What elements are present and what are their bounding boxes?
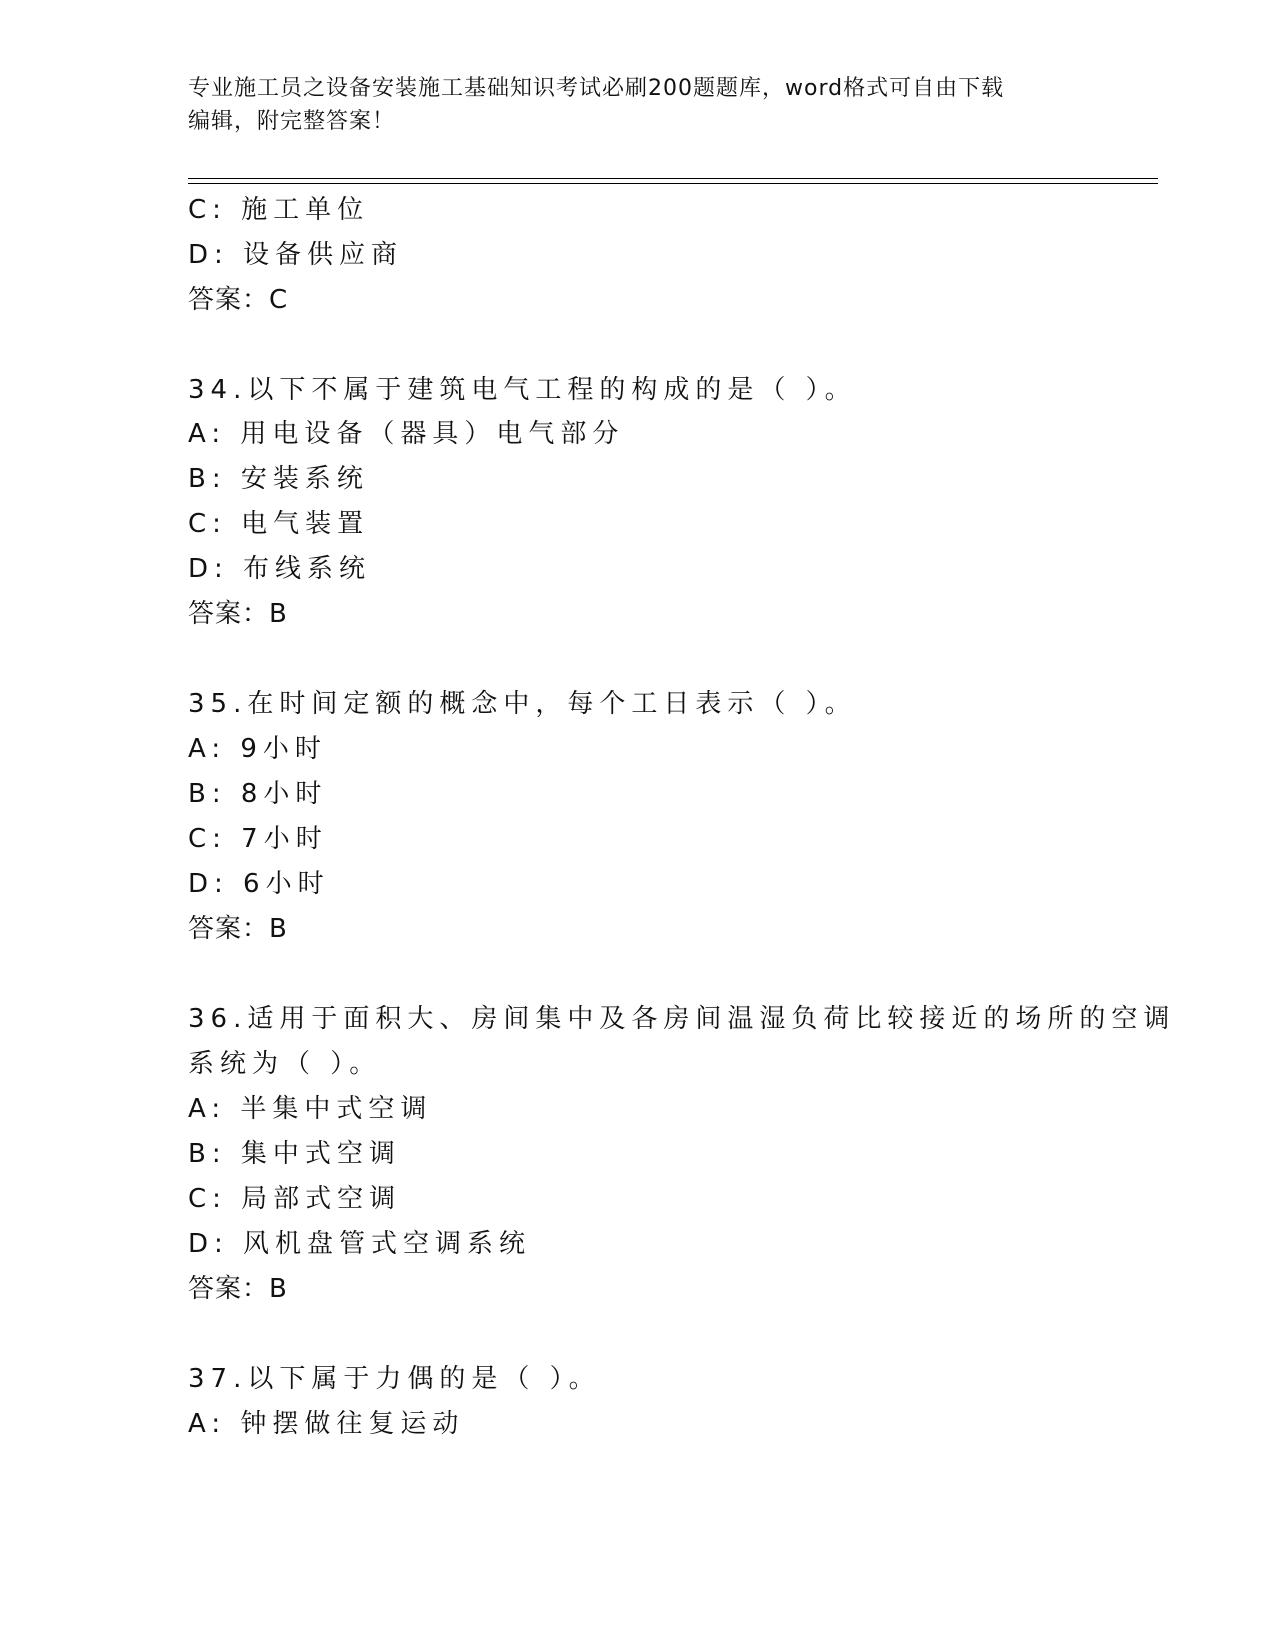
question-35: 35.在时间定额的概念中，每个工日表示（ ）。 xyxy=(188,689,857,719)
answer-q34: 答案：B xyxy=(188,599,288,629)
option-c-q34: C: 电气装置 xyxy=(188,509,370,539)
header-divider-top xyxy=(188,178,1158,179)
header-divider-bottom xyxy=(188,183,1158,184)
header-title-line-1: 专业施工员之设备安装施工基础知识考试必刷200题题库，word格式可自由下载 xyxy=(188,76,1005,101)
question-37: 37.以下属于力偶的是（ ）。 xyxy=(188,1364,601,1394)
option-c-q36: C: 局部式空调 xyxy=(188,1184,402,1214)
header-title-line-2: 编辑，附完整答案！ xyxy=(188,109,396,134)
page-header xyxy=(188,72,1088,138)
option-b-q34: B: 安装系统 xyxy=(188,464,369,494)
option-b-q35: B: 8小时 xyxy=(188,779,328,809)
question-36-line-2: 系统为（ ）。 xyxy=(188,1049,382,1079)
question-34: 34.以下不属于建筑电气工程的构成的是（ ）。 xyxy=(188,375,857,405)
option-a-q35: A: 9小时 xyxy=(188,734,327,764)
option-c-q33: C: 施工单位 xyxy=(188,195,370,225)
answer-q36: 答案：B xyxy=(188,1274,288,1304)
answer-q35: 答案：B xyxy=(188,914,288,944)
option-c-q35: C: 7小时 xyxy=(188,824,328,854)
option-a-q34: A: 用电设备（器具）电气部分 xyxy=(188,419,625,449)
option-d-q36: D: 风机盘管式空调系统 xyxy=(188,1229,532,1259)
option-b-q36: B: 集中式空调 xyxy=(188,1139,401,1169)
option-a-q37: A: 钟摆做往复运动 xyxy=(188,1409,465,1439)
option-d-q35: D: 6小时 xyxy=(188,869,330,899)
option-d-q33: D: 设备供应商 xyxy=(188,240,404,270)
option-d-q34: D: 布线系统 xyxy=(188,554,372,584)
question-36-line-1: 36.适用于面积大、房间集中及各房间温湿负荷比较接近的场所的空调 xyxy=(188,1004,1176,1034)
option-a-q36: A: 半集中式空调 xyxy=(188,1094,433,1124)
answer-q33: 答案：C xyxy=(188,285,289,315)
